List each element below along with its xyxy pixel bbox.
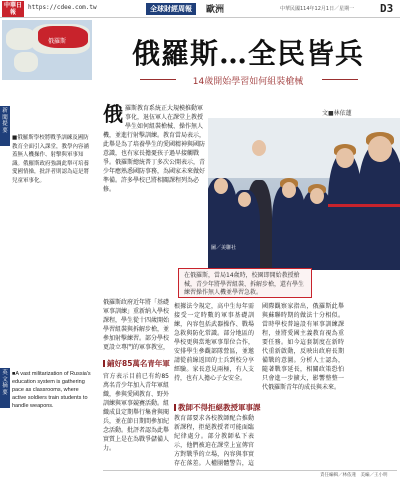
photo-face xyxy=(214,178,228,194)
body-column-2: 根據法令規定，高中生每年需接受一定時數的軍事基礎訓練，內容包括武器操作、戰場急救與防化常識。部分地區的學校更與當地軍事單位合作，安排學生參觀部隊營區，並邀請從前線返回的士兵到校分享經驗。家長意見兩極，有人支持，也有人擔心子女安全。 xyxy=(174,303,254,382)
newspaper-logo xyxy=(2,1,24,17)
footer-rule xyxy=(103,470,397,471)
site-url[interactable]: https://cdee.com.tw xyxy=(28,4,97,11)
photo-figure-student xyxy=(358,144,400,270)
body-column-1: 俄羅斯政府近年將「基礎軍事訓練」重新納入學校課程，學生從十四歲開始學習組裝與拆解步槍，並參加射擊練習。部分學校更設立專門的軍事教室， xyxy=(103,299,169,351)
photo-uniform-stripe xyxy=(328,204,400,207)
photo-face xyxy=(336,148,354,168)
dropcap: 俄 xyxy=(103,102,123,126)
news-summary-en: ■A vast militarization of Russia's education system is gathering pace as classrooms, where active soldiers train students to handle weapons. xyxy=(12,371,91,409)
headline: 俄羅斯…全民皆兵 xyxy=(131,37,364,70)
body-column-1b: 官方表示目前已有約85萬名青少年加入青年軍組織，參與愛國教育、野外訓練與軍事競賽活動。組織成員定期舉行集會與閱兵，並在節日期間參加紀念活動。批評者認為此舉實質上是在為戰爭儲備人力。 xyxy=(103,373,169,452)
subhead-rule-right xyxy=(322,79,358,80)
english-summary-tag: 英文摘要 xyxy=(0,368,10,408)
column-1-subhead: 鋪好85萬名青年軍 xyxy=(103,358,170,369)
subheadline: 14歲開始學習如何組裝槍械 xyxy=(192,77,304,87)
byline: 文■林依蓮 xyxy=(322,110,352,117)
photo-face xyxy=(282,182,296,198)
photo-face xyxy=(252,140,266,156)
map-label: 俄羅斯 xyxy=(48,38,67,45)
locator-map xyxy=(2,20,92,80)
photo-face xyxy=(238,192,251,207)
region-label: 歐洲 xyxy=(206,5,225,15)
column-2-subhead: 教師不得拒絕教授軍事課 xyxy=(174,402,261,413)
sidebar xyxy=(0,18,95,482)
footer-credits: 責任編輯／林依蓮 美編／王小明 xyxy=(320,473,388,478)
lead-text: 羅斯教育系統正大規模推動軍事化，退伍軍人在課堂上教授學生如何組裝槍械、操作無人機，並進行射擊訓練。教育當局表示，此舉是為了培養學生的愛國精神與國防意識，也有家長擔憂孩子過早接觸戰爭。俄羅斯總統普丁多次公開表示，青少年應熟悉國防事務，為國家未來做好準備。許多學校已將相關課程列為必修。 xyxy=(103,105,206,193)
photo-face xyxy=(310,188,324,204)
page-number: D3 xyxy=(380,2,394,15)
body-column-4 xyxy=(350,274,398,468)
map-landmass xyxy=(14,52,38,72)
lead-paragraph xyxy=(103,104,207,194)
news-summary-zh: ■俄羅斯學校將戰爭訓練及國防教育全面引入課堂，教學內容涵蓋無人機操作、射擊與軍事知識。俄羅斯政府強調此舉可培養愛國情操，批評者則認為這是將兒童軍事化。 xyxy=(12,135,90,184)
section-tag: 全球財經周報 xyxy=(146,3,196,15)
photo-figure-student xyxy=(328,154,362,270)
issue-date: 中華民國114年12月1日／星期一 xyxy=(280,6,355,12)
news-summary-tag: 新聞提要 xyxy=(0,106,10,146)
main-photo xyxy=(208,118,400,270)
photo-face xyxy=(368,136,392,162)
body-column-3: 國際觀察家指出，俄羅斯此舉與蘇聯時期的做法十分相似。當時學校普遍設有軍事訓練課程，並將愛國主義教育視為重要任務。如今這套制度在新時代重新啟動，反映出政府長期備戰的意圖。分析人士認為，隨著戰事延長，相關政策恐怕只會進一步擴大，影響整整一代俄羅斯青年的成長與未來。 xyxy=(262,303,344,391)
photo-credit: 圖／美聯社 xyxy=(211,245,237,251)
body-column-2b: 教育部要求各校教師配合推動新課程，拒絕教授者可能面臨紀律處分。部分教師私下表示，他們被迫在課堂上宣傳官方對戰爭的立場，內容與事實存在落差。人權團體警告，這 xyxy=(174,415,254,467)
pull-quote: 在俄羅斯，當局14歲時，校園即開始教授槍械，青少年將學習組裝、拆解步槍，還有學生練習操作無人機並學習急救。 xyxy=(178,268,312,298)
logo-text: 中華日報 xyxy=(3,2,22,16)
